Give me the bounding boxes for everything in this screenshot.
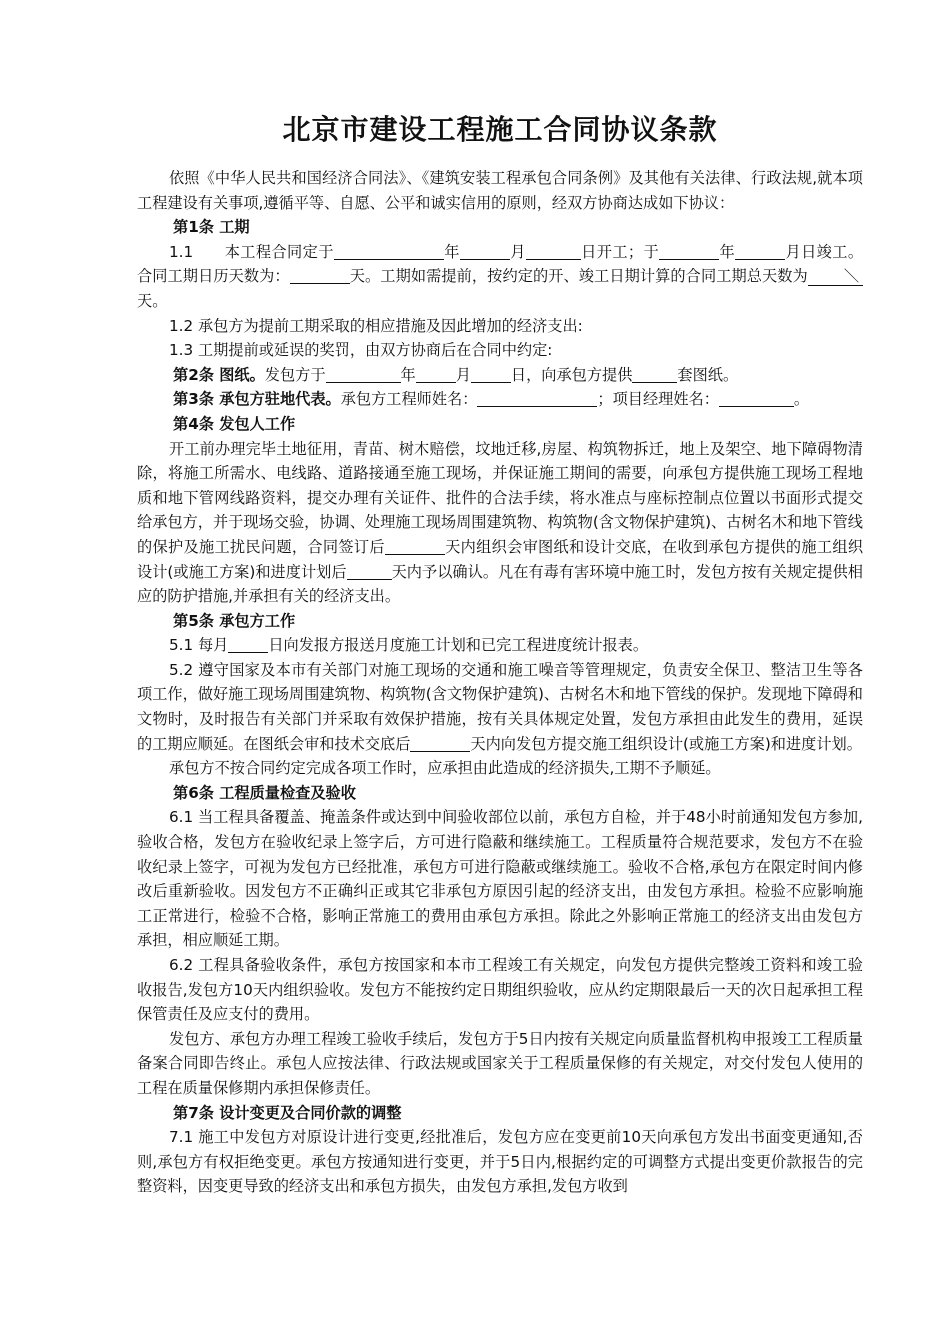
intro-paragraph: 依照《中华人民共和国经济合同法》、《建筑安装工程承包合同条例》及其他有关法律、行政法规,就本项工程建设有关事项,遵循平等、自愿、公平和诚实信用的原则，经双方协商达成如下协议： [137,169,863,212]
clause-1-2: 1.2 承包方为提前工期采取的相应措施及因此增加的经济支出: [169,316,583,335]
clause-7-1: 7.1 施工中发包方对原设计进行变更,经批准后，发包方应在变更前10天向承包方发出书面变更通知,否则,承包方有权拒绝变更。承包方按通知进行变更，并于5日内,根据约定的可调整方式提出变更价款报告的完整资料，因变更导致的经济支出和承包方损失，由发包方承担,发包方收到 [137,1128,863,1196]
clause-5-2: 5.2 遵守国家及本市有关部门对施工现场的交通和施工噪音等管理规定，负责安全保卫、整洁卫生等各项工作，做好施工现场周围建筑物、构筑物(含文物保护建筑)、古树名木和地下管线的保护。发现地下障碍和文物时，及时报告有关部门并采取有效保护措施，按有关具体规定处置，发包方承担由此发生的费用，延误的工期应顺延。在图纸会审和技术交底后 天内向发包方提交施工组织设计(或施工方案)和进度计划。 [137,660,863,753]
clause-6-1: 6.1 当工程具备覆盖、掩盖条件或达到中间验收部位以前，承包方自检，并于48小时前通知发包方参加,验收合格，发包方在验收纪录上签字后，方可进行隐蔽和继续施工。工程质量符合规范要求，发包方不在验收纪录上签字，可视为发包方已经批准，承包方可进行隐蔽或继续施工。验收不合格,承包方在限定时间内修改后重新验收。因发包方不正确纠正或其它非承包方原因引起的经济支出，由发包方承担。检验不应影响施工正常进行，检验不合格，影响正常施工的费用由承包方承担。除此之外影响正常施工的经济支出由发包方承担，相应顺延工期。 [137,808,863,950]
blank-slash: ＼ [808,268,863,286]
document-title: 北京市建设工程施工合同协议条款 [282,113,718,146]
article-7-heading: 第7条 设计变更及合同价款的调整 [173,1103,402,1122]
article-1-heading: 第1条 工期 [173,218,250,237]
clause-1-3: 1.3 工期提前或延误的奖罚，由双方协商后在合同中约定: [169,341,553,360]
clause-6-2: 6.2 工程具备验收条件，承包方按国家和本市工程竣工有关规定，向发包方提供完整竣工资料和竣工验收报告,发包方10天内组织验收。发包方不能按约定日期组织验收，应从约定期限最后一天的次日起承担工程保管责任及应支付的费用。 [137,956,863,1024]
clause-1-1: 1.1 本工程合同定于 年 月 日开工；于 年 月日竣工。合同工期日历天数为： 天。工期如需提前，按约定的开、竣工日期计算的合同工期总天数为 ＼天。 [137,242,864,310]
article-6-heading: 第6条 工程质量检查及验收 [173,783,356,802]
article-6-note: 发包方、承包方办理工程竣工验收手续后，发包方于5日内按有关规定向质量监督机构申报竣工工程质量备案合同即告终止。承包人应按法律、行政法规或国家关于工程质量保修的有关规定，对交付发包人使用的工程在质量保修期内承担保修责任。 [137,1029,863,1097]
article-4-heading: 第4条 发包人工作 [173,414,296,433]
article-5-heading: 第5条 承包方工作 [173,611,296,630]
article-2: 第2条 图纸。发包方于 年 月 日，向承包方提供 套图纸。 [173,365,739,384]
article-2-heading: 第2条 图纸。 [173,365,265,384]
article-4-body: 开工前办理完毕土地征用，青苗、树木赔偿，坟地迁移,房屋、构筑物拆迁，地上及架空、地下障碍物清除，将施工所需水、电线路、道路接通至施工现场，并保证施工期间的需要，向承包方提供施工现场工程地质和地下管网线路资料，提交办理有关证件、批件的合法手续，将水准点与座标控制点位置以书面形式提交给承包方，并于现场交验，协调、处理施工现场周围建筑物、构筑物(含文物保护建筑)、古树名木和地下管线的保护及施工扰民问题，合同签订后 天内组织会审图纸和设计交底，在收到承包方提供的施工组织设计(或施工方案)和进度计划后 天内予以确认。凡在有毒有害环境中施工时，发包方按有关规定提供相应的防护措施,并承担有关的经济支出。 [137,439,864,606]
contract-page [137,100,863,1199]
article-5-note: 承包方不按合同约定完成各项工作时，应承担由此造成的经济损失,工期不予顺延。 [169,759,721,778]
article-3-heading: 第3条 承包方驻地代表。 [173,390,341,409]
clause-5-1: 5.1 每月 日向发报方报送月度施工计划和已完工程进度统计报表。 [169,636,649,655]
article-3: 第3条 承包方驻地代表。承包方工程师姓名： ；项目经理姓名： 。 [173,390,810,409]
